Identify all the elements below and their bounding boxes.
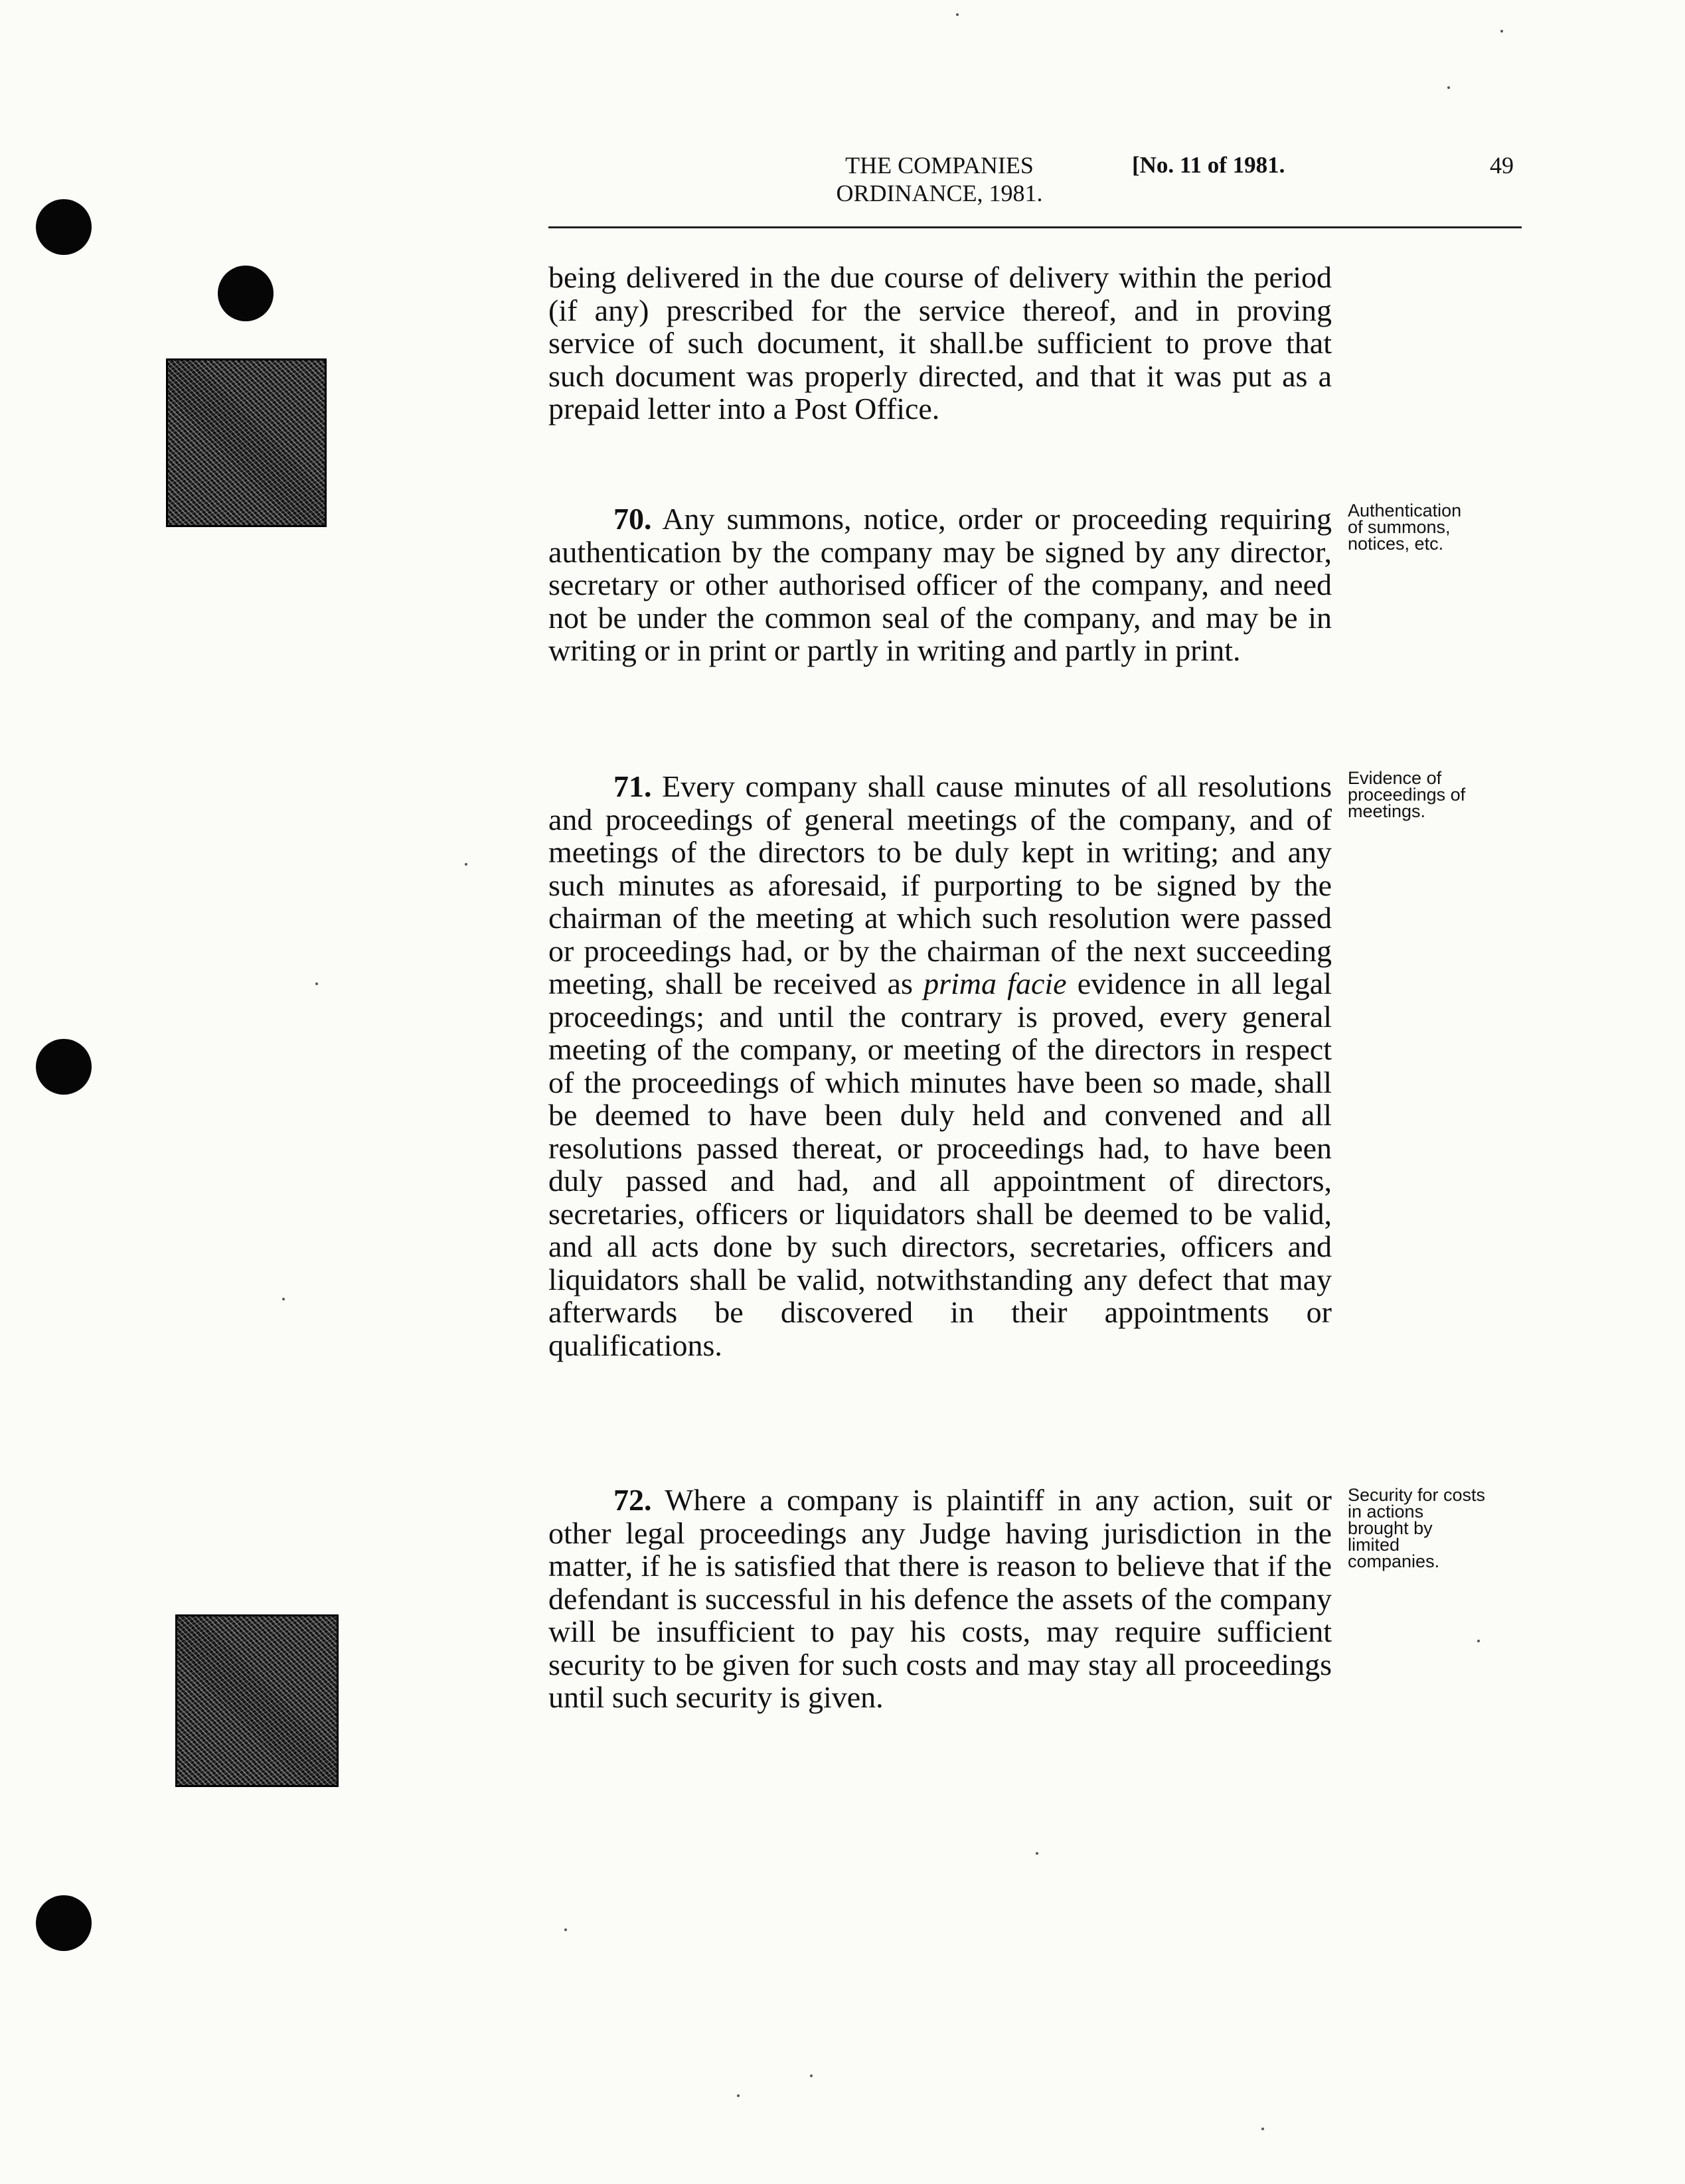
section-70 xyxy=(548,503,1332,667)
section-71 xyxy=(548,770,1332,1362)
speck xyxy=(282,1298,285,1300)
scanned-stamp-bottom xyxy=(175,1614,339,1787)
paragraph-continuation xyxy=(548,261,1332,426)
speck xyxy=(1036,1852,1038,1855)
speck xyxy=(1261,2128,1264,2130)
punch-hole-middle xyxy=(36,1039,92,1095)
header-rule xyxy=(548,226,1522,228)
header-title-line2: ORDINANCE, 1981. xyxy=(836,180,1043,206)
margin-note-line: notices, etc. xyxy=(1348,534,1444,554)
margin-note-72 xyxy=(1348,1487,1514,1570)
speck xyxy=(315,982,318,985)
speck xyxy=(1477,1640,1480,1642)
section-text: Where a company is plaintiff in any action, suit or other legal proceedings any Judge having jurisdiction in the matter, if he is satisfied that there is reason to believe that if the defendant is successful in his defence the assets of the company will be insufficient to pay his costs, may require sufficient security to be given for such costs and may stay all proceedings until such security is given. xyxy=(548,1483,1332,1714)
margin-note-line: Authentication xyxy=(1348,501,1462,520)
margin-note-line: meetings. xyxy=(1348,801,1426,821)
margin-note-71 xyxy=(1348,770,1514,820)
section-text: Every company shall cause minutes of all resolutions and proceedings of general meetings of the company, and of meetings of the directors to be duly kept in writing; and any such minutes as aforesaid, if purporting to be signed by the chairman of the meeting at which such resolution were passed or proceedings had, or by the chairman of the next succeeding meeting, shall be received as xyxy=(548,769,1332,1000)
speck xyxy=(1447,86,1450,89)
section-number: 70. xyxy=(613,502,652,536)
margin-note-line: of summons, xyxy=(1348,517,1451,537)
margin-note-line: in actions xyxy=(1348,1502,1424,1521)
section-text: Any summons, notice, order or proceeding requiring authentication by the company may be signed by any director, secretary or other authorised officer of the company, and need not be under the common seal of the company, and may be in writing or in print or partly in writing and partly in print. xyxy=(548,502,1332,667)
ink-blot xyxy=(218,266,274,321)
section-text-italic: prima facie xyxy=(923,967,1067,1000)
ordinance-number: [No. 11 of 1981. xyxy=(1132,152,1285,178)
margin-note-line: limited xyxy=(1348,1535,1400,1555)
speck xyxy=(737,2094,740,2097)
speck xyxy=(810,2074,813,2077)
section-number: 71. xyxy=(613,769,652,803)
margin-note-line: Evidence of xyxy=(1348,768,1442,788)
section-text: evidence in all legal proceedings; and until the contrary is proved, every general meeting of the company, or meeting of the directors in respect of the proceedings of which minutes have been so made, shall be deemed to have been duly held and convened and all resolutions passed thereat, or proceedings had, to have been duly passed and had, and all appointment of directors, secretaries, officers or liquidators shall be deemed to be valid, and all acts done by such directors, secretaries, officers and liquidators shall be valid, notwithstanding any defect that may afterwards be discovered in their appointments or qualifications. xyxy=(548,967,1332,1362)
punch-hole-bottom xyxy=(36,1895,92,1951)
punch-hole-top xyxy=(36,199,92,255)
header-title-line1: THE COMPANIES xyxy=(845,152,1034,179)
margin-note-line: proceedings of xyxy=(1348,785,1466,805)
scanned-stamp-top xyxy=(166,358,327,527)
speck xyxy=(465,863,467,866)
margin-note-line: companies. xyxy=(1348,1551,1440,1571)
speck xyxy=(1500,30,1503,33)
page-number: 49 xyxy=(1490,152,1514,179)
margin-note-line: Security for costs xyxy=(1348,1485,1486,1505)
margin-note-line: brought by xyxy=(1348,1518,1433,1538)
speck xyxy=(956,13,959,16)
section-72 xyxy=(548,1484,1332,1714)
speck xyxy=(564,1928,567,1931)
section-number: 72. xyxy=(613,1483,652,1517)
header-title xyxy=(813,151,1066,207)
margin-note-70 xyxy=(1348,503,1514,552)
paragraph-text: being delivered in the due course of delivery within the period (if any) prescribed for the service thereof, and in proving service of such document, it shall.be sufficient to prove that such document was properly directed, and that it was put as a prepaid letter into a Post Office. xyxy=(548,260,1332,426)
